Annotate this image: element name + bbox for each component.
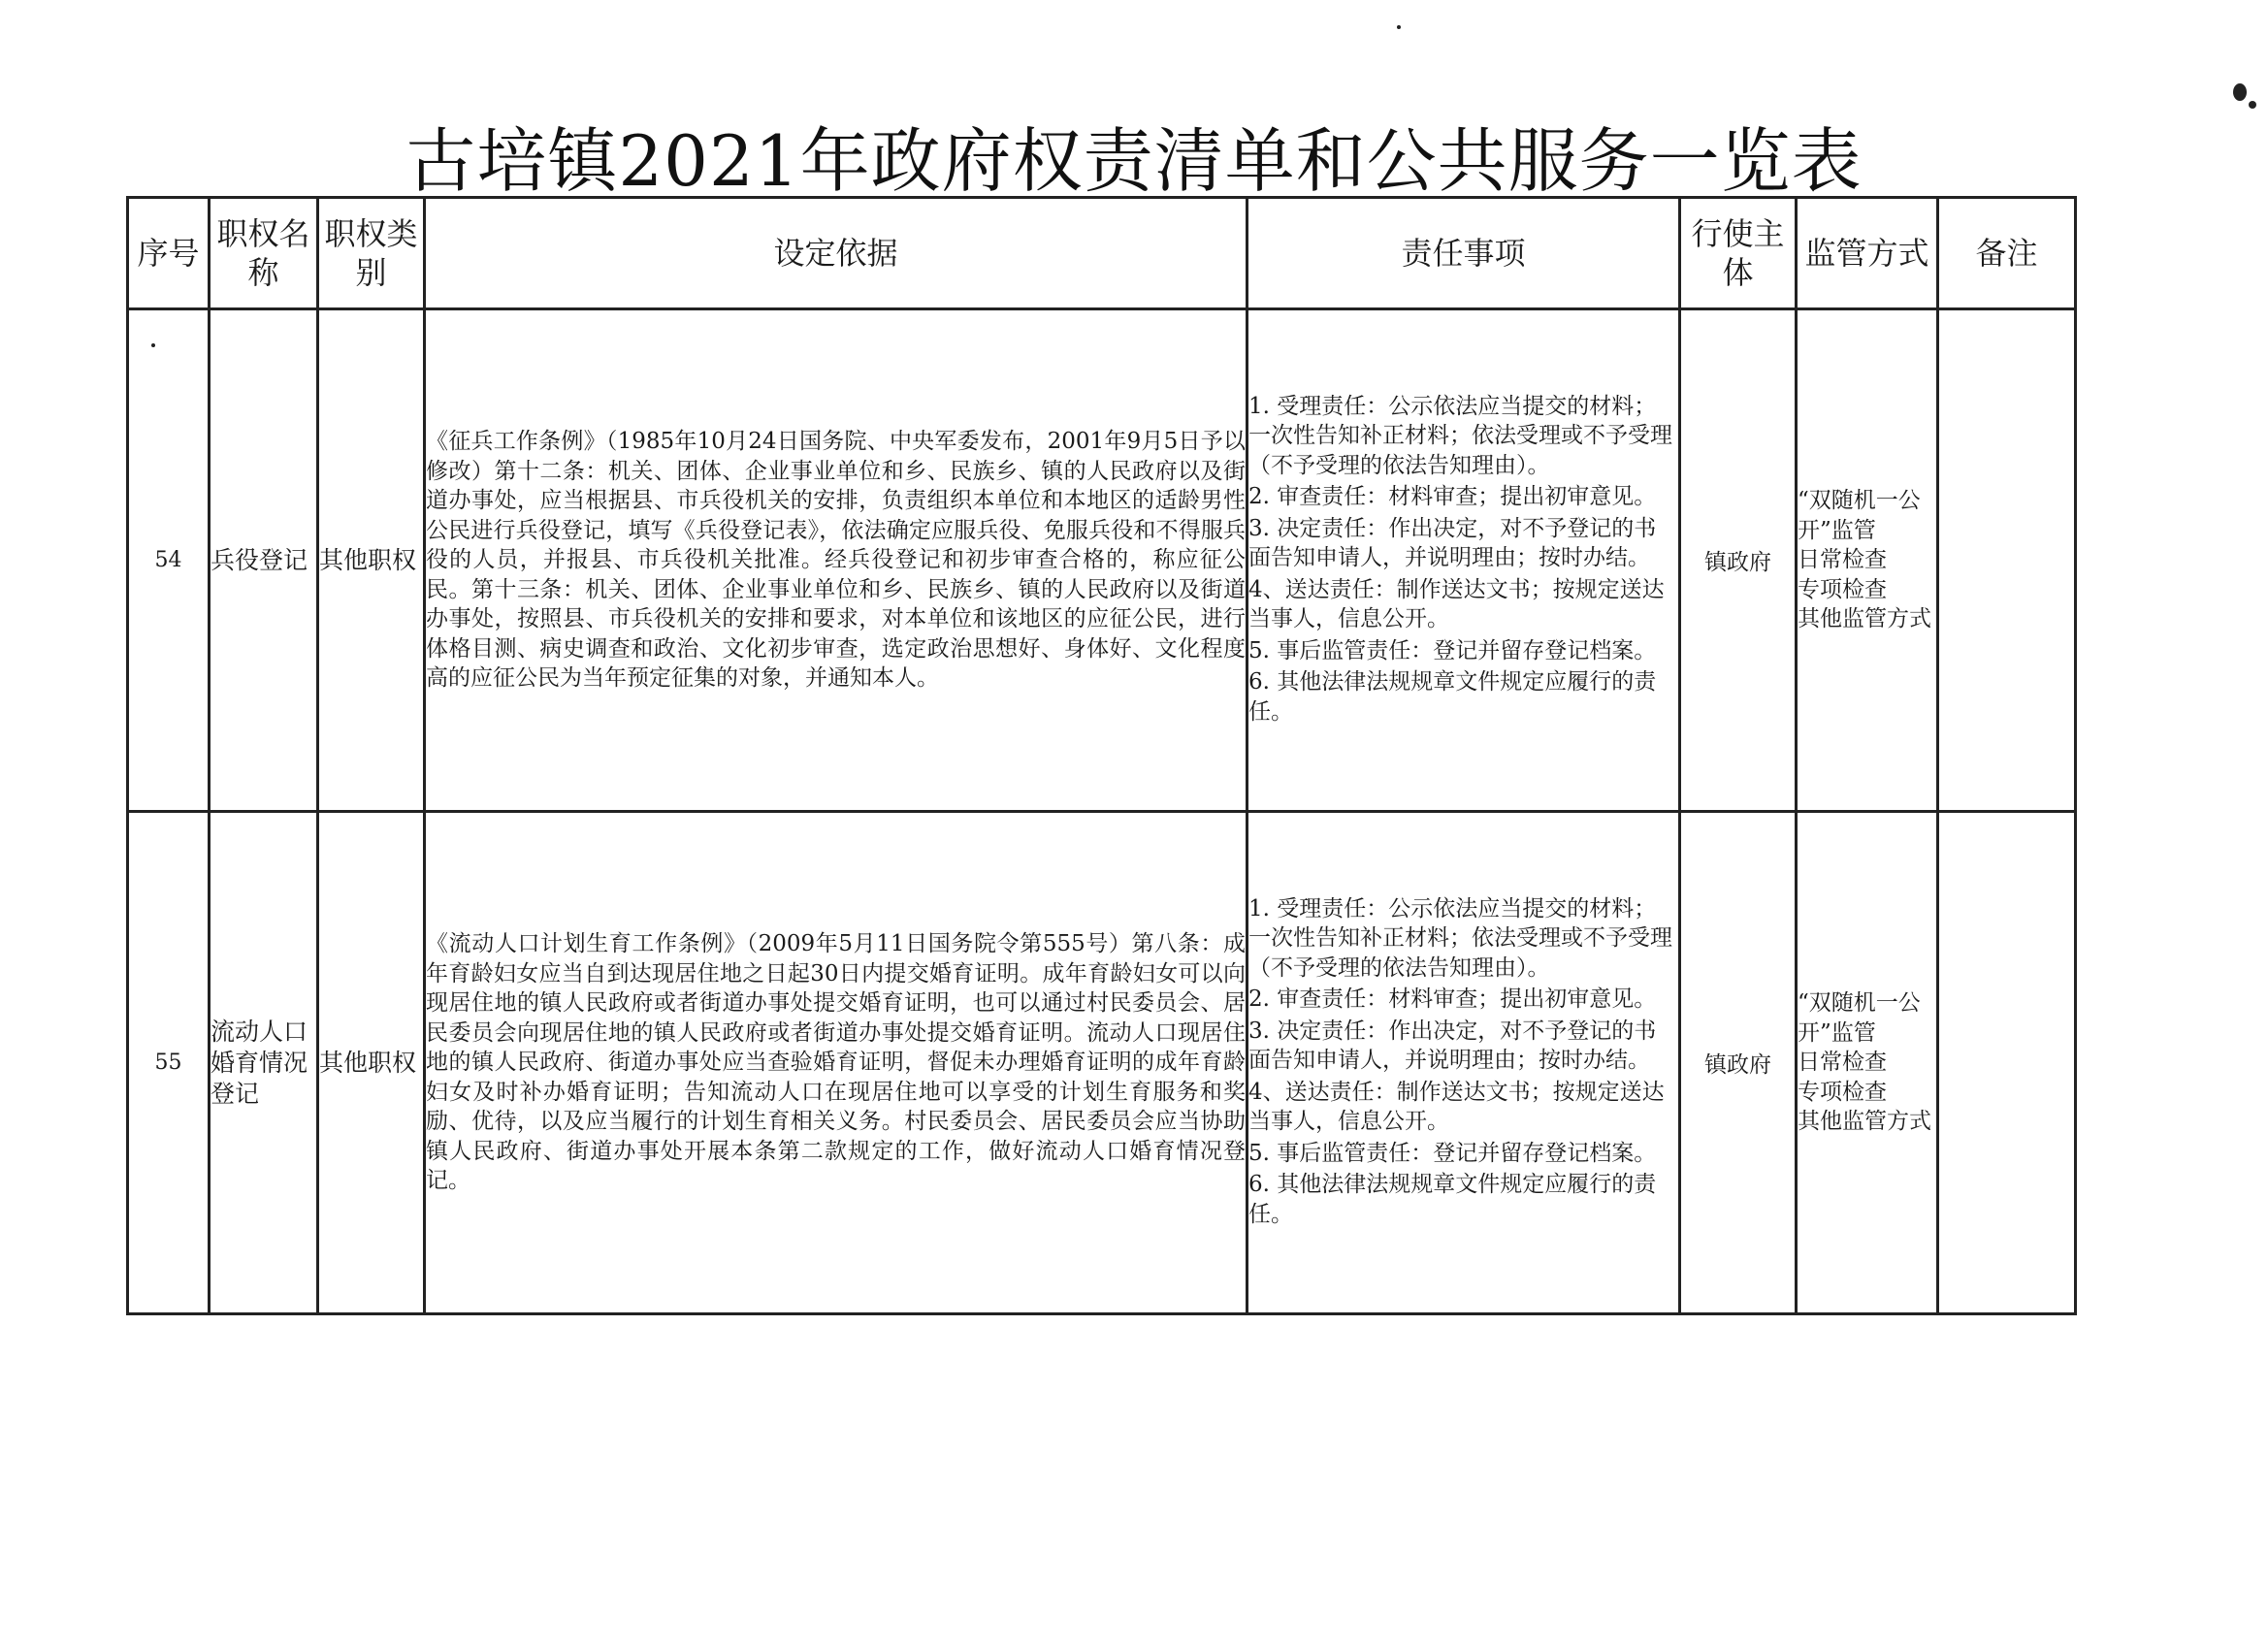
- header-responsibilities: 责任事项: [1247, 198, 1680, 309]
- header-name: 职权名称: [210, 198, 318, 309]
- basis-text: 《征兵工作条例》（1985年10月24日国务院、中央军委发布，2001年9月5日予以修改）第十二条：机关、团体、企业事业单位和乡、民族乡、镇的人民政府以及街道办事处，应当根据县、市兵役机关的安排，负责组织本单位和本地区的适龄男性公民进行兵役登记，填写《兵役登记表》，依法确定应服兵役、免服兵役和不得服兵役的人员，并报县、市兵役机关批准。经兵役登记和初步审查合格的，称应征公民。第十三条：机关、团体、企业事业单位和乡、民族乡、镇的人民政府以及街道办事处，按照县、市兵役机关的安排和要求，对本单位和该地区的应征公民，进行体格目测、病史调查和政治、文化初步审查，选定政治思想好、身体好、文化程度高的应征公民为当年预定征集的对象，并通知本人。: [426, 429, 1246, 692]
- cell-supervision: [1797, 812, 1938, 1314]
- cell-type: 其他职权: [318, 812, 425, 1314]
- scan-speck: [2233, 83, 2247, 101]
- header-remarks: 备注: [1938, 198, 2076, 309]
- responsibility-item: 5. 事后监管责任：登记并留存登记档案。: [1248, 637, 1657, 663]
- supervision-item: “双随机一公开”监管: [1798, 488, 1921, 543]
- cell-no: 55: [128, 812, 210, 1314]
- cell-type: 其他职权: [318, 309, 425, 812]
- supervision-item: 日常检查: [1798, 547, 1887, 573]
- header-body: 行使主体: [1680, 198, 1797, 309]
- cell-remarks: [1938, 309, 2076, 812]
- cell-body: 镇政府: [1680, 309, 1797, 812]
- responsibility-item: 6. 其他法律法规规章文件规定应履行的责任。: [1248, 669, 1657, 725]
- cell-no: 54: [128, 309, 210, 812]
- header-row: [128, 198, 2076, 309]
- responsibility-item: 2. 审查责任：材料审查；提出初审意见。: [1248, 986, 1657, 1013]
- responsibility-item: 4、送达责任：制作送达文书；按规定送达当事人，信息公开。: [1248, 576, 1665, 632]
- cell-basis: [425, 309, 1247, 812]
- header-basis: 设定依据: [425, 198, 1247, 309]
- responsibility-item: 3. 决定责任：作出决定，对不予登记的书面告知申请人，并说明理由；按时办结。: [1248, 1018, 1657, 1074]
- responsibility-item: 4、送达责任：制作送达文书；按规定送达当事人，信息公开。: [1248, 1079, 1665, 1135]
- cell-responsibilities: [1247, 812, 1680, 1314]
- responsibility-item: 2. 审查责任：材料审查；提出初审意见。: [1248, 484, 1657, 510]
- supervision-item: 专项检查: [1798, 1079, 1887, 1105]
- supervision-item: 其他监管方式: [1798, 1109, 1931, 1135]
- page-title: 古培镇2021年政府权责清单和公共服务一览表: [405, 120, 1863, 202]
- header-type: 职权类别: [318, 198, 425, 309]
- supervision-item: 其他监管方式: [1798, 606, 1931, 632]
- cell-supervision: [1797, 309, 1938, 812]
- scan-speck: [151, 343, 155, 347]
- cell-remarks: [1938, 812, 2076, 1314]
- responsibility-item: 3. 决定责任：作出决定，对不予登记的书面告知申请人，并说明理由；按时办结。: [1248, 515, 1657, 571]
- supervision-item: “双随机一公开”监管: [1798, 990, 1921, 1046]
- cell-name: 流动人口婚育情况登记: [210, 812, 318, 1314]
- cell-name: 兵役登记: [210, 309, 318, 812]
- responsibility-item: 5. 事后监管责任：登记并留存登记档案。: [1248, 1140, 1657, 1166]
- basis-text: 《流动人口计划生育工作条例》（2009年5月11日国务院令第555号）第八条：成年育龄妇女应当自到达现居住地之日起30日内提交婚育证明。成年育龄妇女可以向现居住地的镇人民政府或者街道办事处提交婚育证明，也可以通过村民委员会、居民委员会向现居住地的镇人民政府或者街道办事处提交婚育证明。流动人口现居住地的镇人民政府、街道办事处应当查验婚育证明，督促未办理婚育证明的成年育龄妇女及时补办婚育证明；告知流动人口在现居住地可以享受的计划生育服务和奖励、优待，以及应当履行的计划生育相关义务。村民委员会、居民委员会应当协助镇人民政府、街道办事处开展本条第二款规定的工作，做好流动人口婚育情况登记。: [426, 931, 1246, 1194]
- supervision-item: 日常检查: [1798, 1050, 1887, 1076]
- scan-speck: [2249, 101, 2256, 109]
- supervision-item: 专项检查: [1798, 576, 1887, 602]
- powers-table: [126, 196, 2077, 1315]
- table-row: [128, 309, 2076, 812]
- table-row: [128, 812, 2076, 1314]
- cell-responsibilities: [1247, 309, 1680, 812]
- scan-speck: [1397, 25, 1401, 29]
- header-supervision: 监管方式: [1797, 198, 1938, 309]
- cell-basis: [425, 812, 1247, 1314]
- responsibility-item: 1. 受理责任：公示依法应当提交的材料；一次性告知补正材料；依法受理或不予受理（不予受理的依法告知理由）。: [1248, 393, 1672, 478]
- cell-body: 镇政府: [1680, 812, 1797, 1314]
- header-no: 序号: [128, 198, 210, 309]
- responsibility-item: 6. 其他法律法规规章文件规定应履行的责任。: [1248, 1172, 1657, 1227]
- responsibility-item: 1. 受理责任：公示依法应当提交的材料；一次性告知补正材料；依法受理或不予受理（不予受理的依法告知理由）。: [1248, 895, 1672, 981]
